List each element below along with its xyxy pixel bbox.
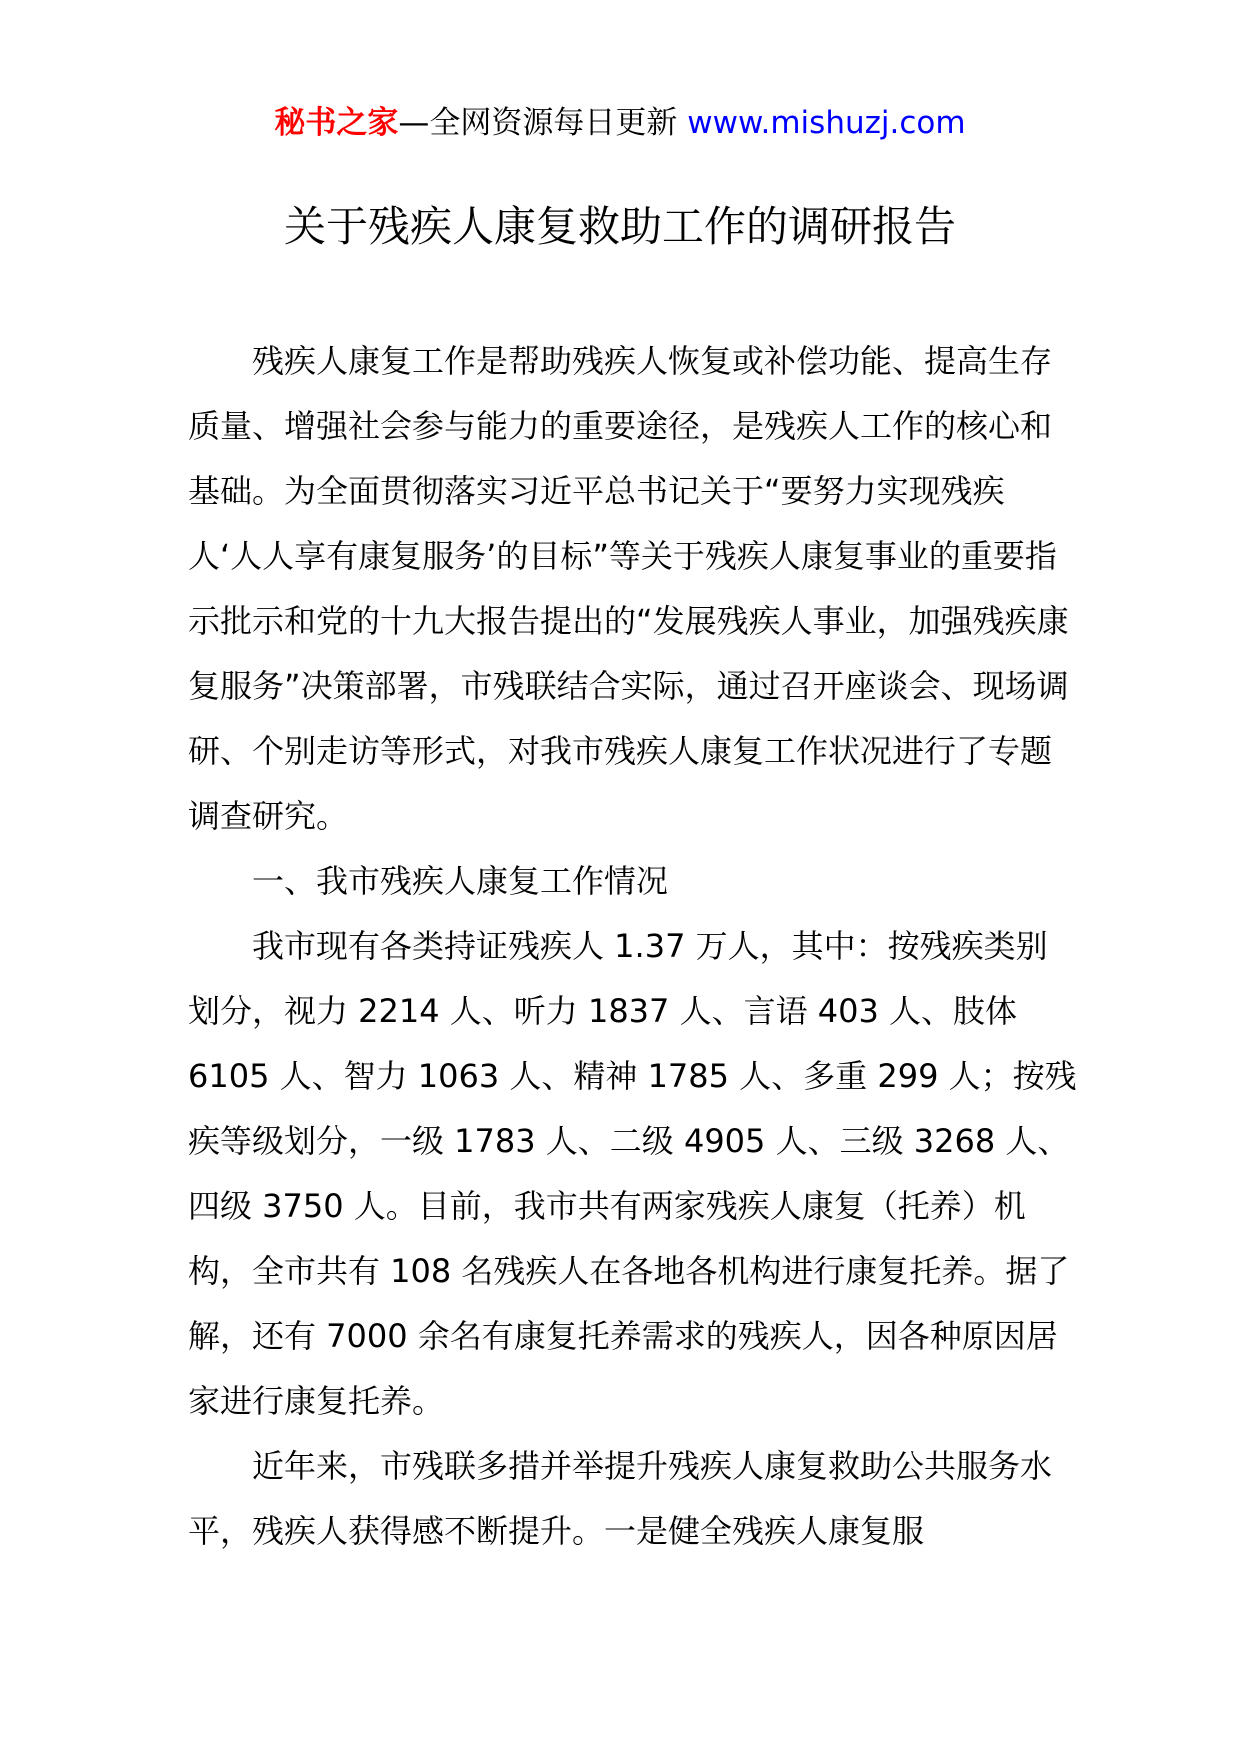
site-header xyxy=(0,101,1240,145)
document-body xyxy=(188,329,1078,1564)
site-url-link[interactable]: www.mishuzj.com xyxy=(687,105,966,141)
paragraph-intro: 残疾人康复工作是帮助残疾人恢复或补偿功能、提高生存质量、增强社会参与能力的重要途径，是残疾人工作的核心和基础。为全面贯彻落实习近平总书记关于“要努力实现残疾人‘人人享有康复服务’的目标”等关于残疾人康复事业的重要指示批示和党的十九大报告提出的“发展残疾人事业，加强残疾康复服务”决策部署，市残联结合实际，通过召开座谈会、现场调研、个别走访等形式，对我市残疾人康复工作状况进行了专题调查研究。 xyxy=(188,342,1069,835)
paragraph-statistics: 我市现有各类持证残疾人 1.37 万人，其中：按残疾类别划分，视力 2214 人、听力 1837 人、言语 403 人、肢体 6105 人、智力 1063 人、精神 1785 人、多重 299 人；按残疾等级划分，一级 1783 人、二级 4905 人、三级 3268 人、四级 3750 人。目前，我市共有两家残疾人康复（托养）机构，全市共有 108 名残疾人在各地各机构进行康复托养。据了解，还有 7000 余名有康复托养需求的残疾人，因各种原因居家进行康复托养。 xyxy=(188,927,1077,1420)
paragraph-measures: 近年来，市残联多措并举提升残疾人康复救助公共服务水平，残疾人获得感不断提升。一是健全残疾人康复服 xyxy=(188,1447,1053,1550)
document-title: 关于残疾人康复救助工作的调研报告 xyxy=(283,202,956,251)
section-heading: 一、我市残疾人康复工作情况 xyxy=(252,862,669,900)
site-tagline: —全网资源每日更新 xyxy=(398,105,688,141)
site-brand: 秘书之家 xyxy=(274,105,399,141)
